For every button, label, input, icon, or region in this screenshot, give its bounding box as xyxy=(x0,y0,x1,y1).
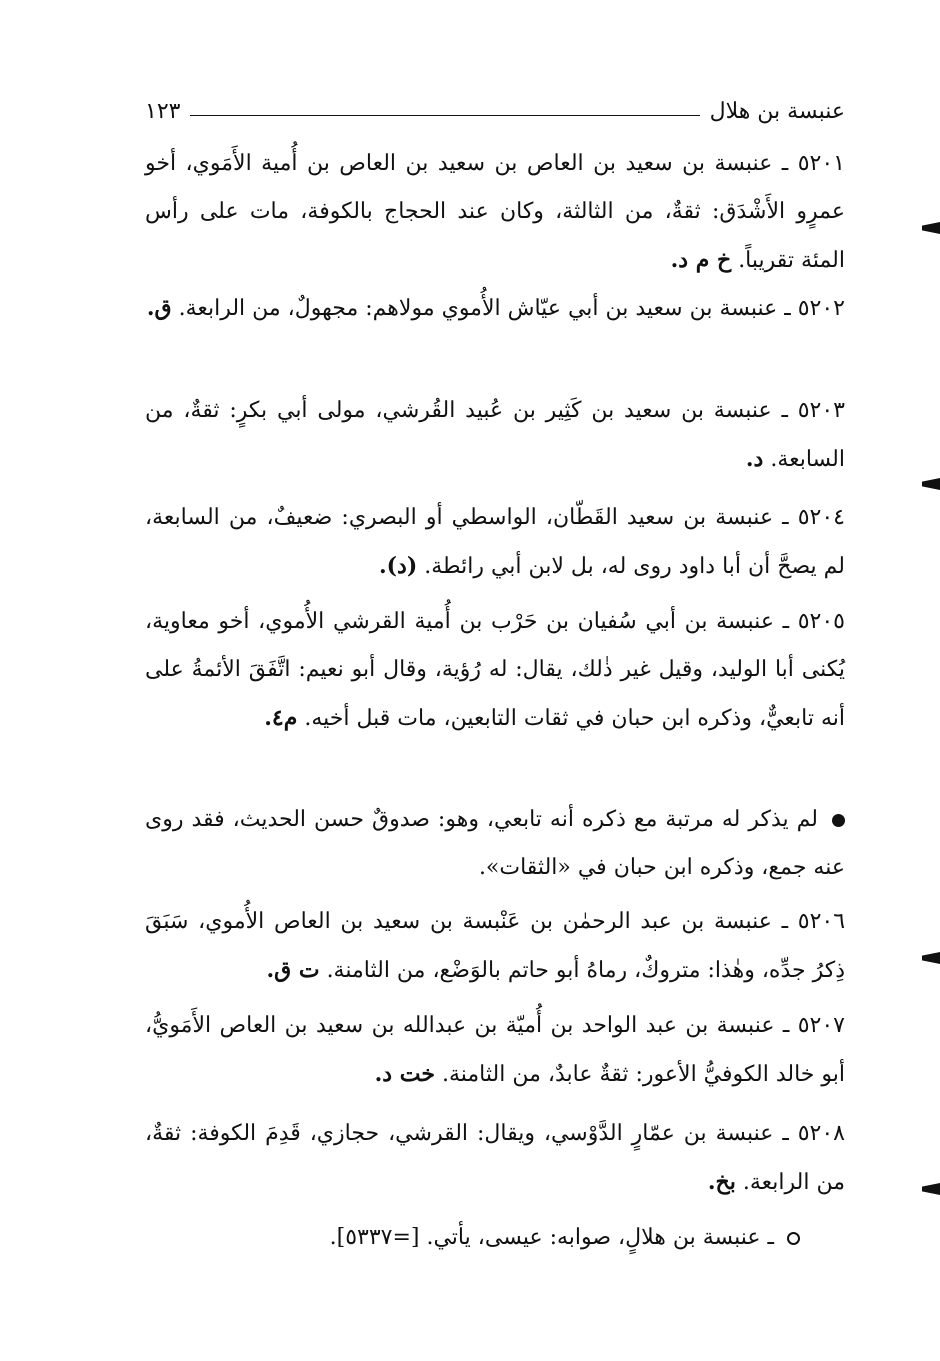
header-title: عنبسة بن هلال xyxy=(709,99,845,124)
entry-5206: ٥٢٠٦ ـ عنبسة بن عبد الرحمٰن بن عَنْبسة بن سعيد بن العاص الأُموي، سَبَقَ ذِكرُ جدِّه، وهٰذا: متروكٌ، رماهُ أبو حاتم بالوَضْع، من الثامنة. ت ق. xyxy=(145,909,846,983)
margin-tab-mark xyxy=(922,478,940,490)
entry-text: عنبسة بن عمّارٍ الدَّوْسي، ويقال: القرشي، حجازي، قَدِمَ الكوفة: ثقةٌ، من الرابعة. xyxy=(145,1121,845,1195)
entry-number: ٥٢٠٧ xyxy=(797,1013,845,1038)
entry-text: عنبسة بن سعيد بن أبي عيّاش الأُموي مولاهم: مجهولٌ، من الرابعة. xyxy=(178,296,778,321)
editor-note xyxy=(145,796,845,892)
entry-number: ٥٢٠٤ xyxy=(797,505,845,530)
page-number: ١٢٣ xyxy=(145,99,181,124)
entry-5201: ٥٢٠١ ـ عنبسة بن سعيد بن العاص بن سعيد بن العاص بن أُمية الأَمَوي، أخو عمرٍو الأَشْدَق: ثقةٌ، من الثالثة، وكان عند الحجاج بالكوفة، مات على رأس المئة تقريباً. خ م د. xyxy=(145,151,845,273)
entry-codes: بخ. xyxy=(707,1169,736,1195)
entry-number: ٥٢٠٦ xyxy=(797,909,846,934)
entry-5203: ٥٢٠٣ ـ عنبسة بن سعيد بن كَثِير بن عُبيد القُرشي، مولى أبي بكرٍ: ثقةٌ، من السابعة. د. xyxy=(145,398,845,472)
entry-5202: ٥٢٠٢ ـ عنبسة بن سعيد بن أبي عيّاش الأُموي مولاهم: مجهولٌ، من الرابعة. ق. xyxy=(146,295,845,321)
running-header xyxy=(145,92,845,124)
entry-text: عنبسة بن عبد الرحمٰن بن عَنْبسة بن سعيد بن العاص الأُموي، سَبَقَ ذِكرُ جدِّه، وهٰذا: متروكٌ، رماهُ أبو حاتم بالوَضْع، من الثامنة. xyxy=(145,909,845,983)
margin-tab-mark xyxy=(922,952,940,964)
entry-5204: ٥٢٠٤ ـ عنبسة بن سعيد القَطّان، الواسطي أو البصري: ضعيفٌ، من السابعة، لم يصحَّ أن أبا داود روى له، بل لابن أبي رائطة. (د). xyxy=(145,505,845,579)
entry-number: ٥٢٠٨ xyxy=(797,1121,845,1146)
entry-5208: ٥٢٠٨ ـ عنبسة بن عمّارٍ الدَّوْسي، ويقال: القرشي، حجازي، قَدِمَ الكوفة: ثقةٌ، من الرابعة. بخ. xyxy=(145,1121,845,1195)
entry-text: لم يذكر له مرتبة مع ذكره أنه تابعي، وهو: صدوقٌ حسن الحديث، فقد روى عنه جمع، وذكره ابن حبان في «الثقات». xyxy=(145,807,845,880)
entry-codes: خت د. xyxy=(374,1061,435,1087)
entry-text: عنبسة بن سعيد بن كَثِير بن عُبيد القُرشي، مولى أبي بكرٍ: ثقةٌ، من السابعة. xyxy=(145,398,845,472)
entry-text: عنبسة بن أبي سُفيان بن حَرْب بن أُمية القرشي الأُموي، أخو معاوية، يُكنى أبا الوليد، وقيل غير ذٰلك، يقال: له رُؤية، وقال أبو نعيم: اتَّفَقَ الأئمةُ على أنه تابعيٌّ، وذكره ابن حبان في ثقات التابعين، مات قبل أخيه. xyxy=(145,609,845,731)
hollow-circle-icon xyxy=(787,1232,800,1245)
bullet-icon xyxy=(832,814,845,827)
entry-text: عنبسة بن سعيد بن العاص بن سعيد بن العاص بن أُمية الأَمَوي، أخو عمرٍو الأَشْدَق: ثقةٌ، من الثالثة، وكان عند الحجاج بالكوفة، مات على رأس المئة تقريباً. xyxy=(145,151,845,273)
margin-tab-mark xyxy=(922,1183,940,1195)
entry-codes: ت ق. xyxy=(266,957,320,983)
entry-text: عنبسة بن هلالٍ، صوابه: عيسى، يأتي. [=٥٣٣٧]. xyxy=(329,1225,761,1250)
entry-5207: ٥٢٠٧ ـ عنبسة بن عبد الواحد بن أُميّة بن عبدالله بن سعيد بن العاص الأَمَويُّ، أبو خالد الكوفيُّ الأعور: ثقةٌ عابدٌ، من الثامنة. خت د. xyxy=(145,1013,845,1087)
entry-number: ٥٢٠٣ xyxy=(797,398,845,423)
entry-number: ٥٢٠٢ xyxy=(797,296,845,321)
margin-tab-mark xyxy=(922,222,940,234)
entry-number: ٥٢٠٥ xyxy=(797,609,845,634)
entry-codes: خ م د. xyxy=(670,247,732,273)
entry-number: ٥٢٠١ xyxy=(797,151,845,176)
entry-codes: م٤. xyxy=(264,705,298,731)
cross-reference-entry: ـ عنبسة بن هلالٍ، صوابه: عيسى، يأتي. [=٥٣٣٧]. xyxy=(145,1214,800,1262)
entry-codes: د. xyxy=(745,446,764,472)
entry-text: عنبسة بن سعيد القَطّان، الواسطي أو البصري: ضعيفٌ، من السابعة، لم يصحَّ أن أبا داود روى له، بل لابن أبي رائطة. xyxy=(145,505,845,579)
entry-5205: ٥٢٠٥ ـ عنبسة بن أبي سُفيان بن حَرْب بن أُمية القرشي الأُموي، أخو معاوية، يُكنى أبا الوليد، وقيل غير ذٰلك، يقال: له رُؤية، وقال أبو نعيم: اتَّفَقَ الأئمةُ على أنه تابعيٌّ، وذكره ابن حبان في ثقات التابعين، مات قبل أخيه. م٤. xyxy=(145,609,845,731)
entry-codes: (د). xyxy=(378,553,418,579)
entry-text: عنبسة بن عبد الواحد بن أُميّة بن عبدالله بن سعيد بن العاص الأَمَويُّ، أبو خالد الكوفيُّ الأعور: ثقةٌ عابدٌ، من الثامنة. xyxy=(145,1013,845,1087)
entry-codes: ق. xyxy=(146,295,172,321)
header-rule xyxy=(190,115,699,116)
